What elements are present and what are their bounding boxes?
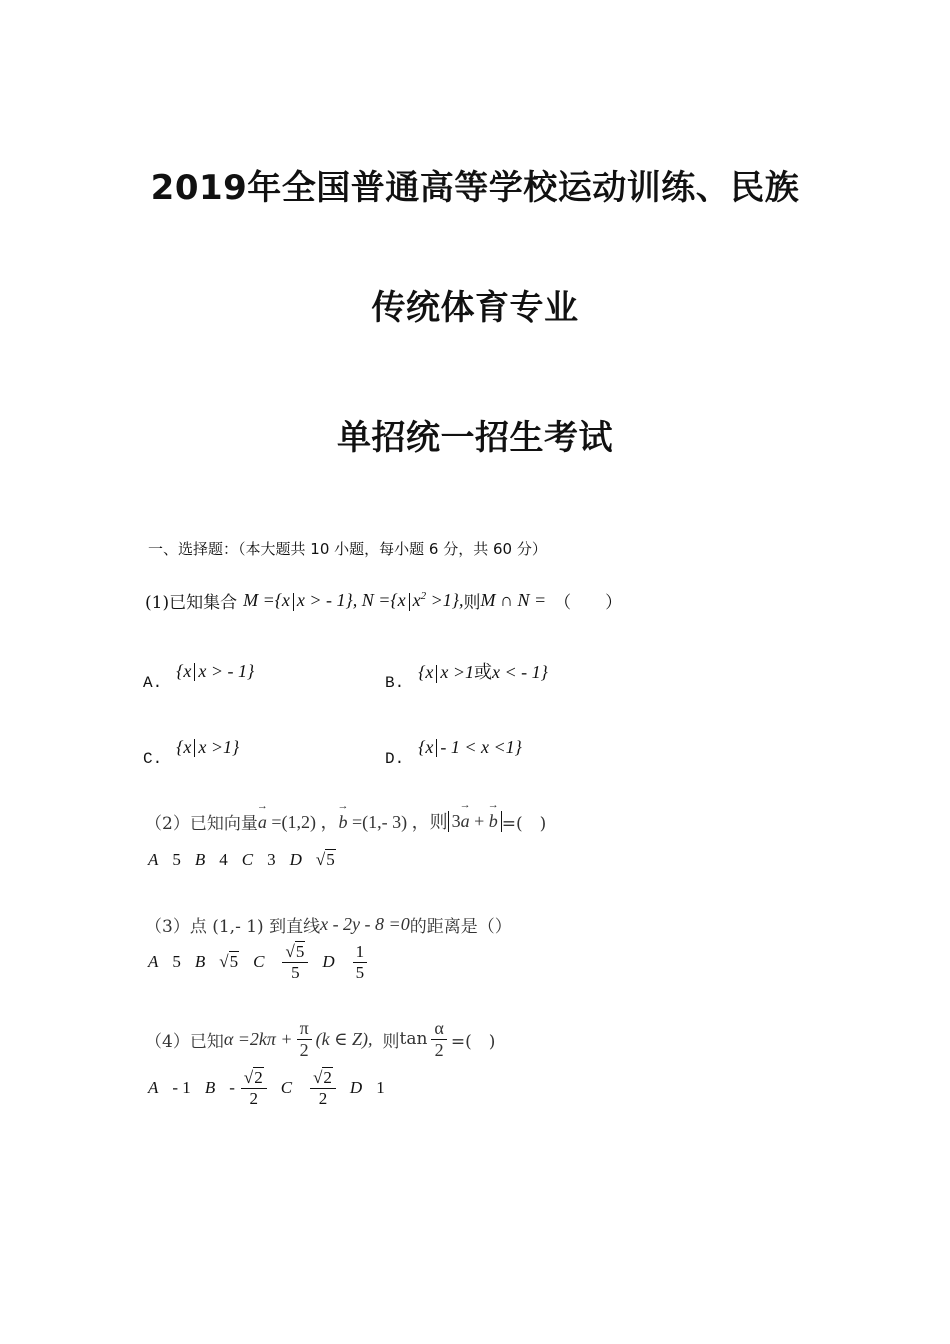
question-2	[145, 808, 546, 834]
q2-magnitude	[448, 811, 502, 832]
q1-expr-a: M ={x	[243, 590, 290, 610]
q3-options	[148, 942, 381, 982]
radicand: 2	[323, 1068, 332, 1087]
plus-sign: +	[469, 810, 489, 831]
fraction-denominator: 5	[355, 962, 365, 982]
set-bar	[436, 665, 437, 683]
q3-line-equation: x - 2y - 8 =0	[320, 914, 410, 934]
q3-tail: 的距离是（）	[409, 917, 512, 937]
set-bar	[194, 663, 195, 681]
option-label: D	[289, 850, 302, 869]
q1-expr-d: >1},	[426, 590, 464, 610]
set-bar	[436, 739, 437, 757]
vector-b-symbol: → b	[489, 811, 498, 832]
option-label: C.	[143, 750, 163, 768]
fraction-denominator: 2	[318, 1088, 328, 1108]
option-value: 3	[267, 850, 276, 869]
option-label: C	[280, 1078, 293, 1098]
q2-answer-paren: =( )	[501, 813, 547, 834]
option-label: D	[322, 952, 335, 972]
q4-options	[148, 1068, 399, 1108]
q3-label: （3）点 (1,- 1) 到直线	[145, 917, 321, 937]
option-expr-left: {x	[418, 662, 434, 682]
option-label: B	[194, 850, 206, 869]
q1-option-b	[385, 660, 562, 692]
fraction-numerator: α	[431, 1018, 446, 1040]
option-value: 5	[172, 850, 181, 869]
option-fraction	[282, 942, 308, 982]
option-expr-right: x >1}	[198, 736, 240, 757]
vector-a-value: =(1,2) ，	[266, 812, 339, 832]
fraction-denominator: 2	[434, 1039, 444, 1060]
option-expr	[418, 737, 522, 758]
vector-b-symbol: → b	[338, 812, 347, 833]
option-expr-left: {x	[176, 736, 192, 757]
q1-intersection: M ∩ N =	[480, 590, 547, 610]
q1-bar-2	[409, 593, 410, 611]
q4-then: 则	[382, 1031, 400, 1052]
q4-label: （4）已知	[145, 1031, 224, 1052]
option-expr-left: {x	[418, 736, 434, 757]
option-label: B	[194, 952, 206, 972]
fraction-numerator: √2	[241, 1068, 267, 1089]
q1-option-a	[143, 660, 268, 692]
option-value: 1	[376, 1078, 385, 1098]
section-heading: 一、选择题：（本大题共 10 小题，每小题 6 分，共 60 分）	[148, 540, 547, 558]
q4-tan: tan	[399, 1029, 428, 1050]
q1-sup: 2	[420, 590, 427, 602]
title-line-1: 2019年全国普通高等学校运动训练、民族	[150, 168, 800, 208]
q1-option-d	[385, 736, 536, 768]
coef-3: 3	[451, 810, 461, 831]
option-value: 4	[219, 850, 228, 869]
q1-expr-b: x > - 1}, N ={x	[296, 590, 406, 610]
q4-condition: (k ∈ Z),	[315, 1028, 373, 1049]
q4-alpha-expr: α =2kπ +	[223, 1028, 293, 1049]
radicand: 5	[326, 850, 335, 869]
option-label: B.	[385, 674, 405, 692]
fraction-numerator: √5	[282, 942, 308, 963]
fraction-numerator: √2	[310, 1068, 336, 1089]
q2-vector-b	[338, 808, 447, 834]
radicand: 5	[295, 942, 305, 961]
option-label: A	[148, 850, 159, 869]
option-fraction	[241, 1068, 267, 1108]
option-value: 5	[172, 952, 181, 972]
q4-pi-over-2	[297, 1018, 312, 1060]
fraction-numerator: π	[297, 1018, 312, 1040]
radicand: 2	[254, 1068, 263, 1087]
option-label: D.	[385, 750, 405, 768]
option-radical: √5	[315, 850, 335, 869]
vector-a-symbol: → a	[461, 811, 470, 832]
option-expr-right: x >1	[440, 662, 475, 682]
q1-set-m	[243, 590, 463, 611]
fraction-denominator: 2	[299, 1039, 309, 1060]
question-4	[145, 1018, 495, 1060]
q1-expr-c: x	[412, 590, 421, 610]
question-1	[145, 588, 622, 613]
vector-a-symbol: → a	[258, 812, 267, 833]
option-fraction	[353, 942, 368, 982]
fraction-denominator: 2	[249, 1088, 259, 1108]
q2-label: （2）已知向量	[145, 813, 258, 834]
set-bar	[194, 739, 195, 757]
option-expr	[176, 737, 239, 758]
option-label: C	[241, 850, 254, 869]
option-fraction	[310, 1068, 336, 1108]
option-expr-tail: x < - 1}	[492, 662, 548, 682]
option-expr-right: - 1 < x <1}	[440, 736, 522, 757]
radicand: 5	[229, 952, 239, 972]
q1-bar-1	[293, 593, 294, 611]
option-label: D	[349, 1078, 363, 1098]
option-expr-left: {x	[176, 660, 192, 681]
q1-option-c	[143, 736, 253, 768]
title-line-2: 传统体育专业	[371, 288, 579, 328]
option-label: B	[204, 1078, 216, 1098]
fraction-numerator: 1	[353, 942, 368, 963]
q4-alpha-over-2	[431, 1018, 446, 1060]
option-label: A.	[143, 674, 163, 692]
option-expr-right: x > - 1}	[198, 660, 255, 681]
option-label: A	[148, 952, 159, 972]
fraction-denominator: 5	[291, 962, 300, 982]
q2-options	[148, 850, 350, 870]
option-label: A	[148, 1078, 159, 1098]
q2-vector-a	[258, 808, 339, 834]
option-label: C	[253, 952, 265, 972]
option-expr	[418, 658, 548, 684]
title-line-3: 单招统一招生考试	[337, 418, 613, 458]
q4-answer-paren: =( )	[450, 1031, 496, 1052]
option-radical: √5	[219, 952, 239, 972]
q1-label: (1)已知集合	[145, 593, 238, 613]
option-or: 或	[474, 662, 493, 682]
question-3	[145, 912, 512, 937]
option-value: - 1	[172, 1078, 191, 1098]
q1-answer-paren: （ ）	[554, 593, 623, 613]
option-expr	[176, 661, 254, 682]
q1-then: 则	[463, 593, 481, 613]
minus-sign: -	[229, 1078, 235, 1098]
vector-b-value: =(1,- 3) ，则	[347, 812, 448, 832]
